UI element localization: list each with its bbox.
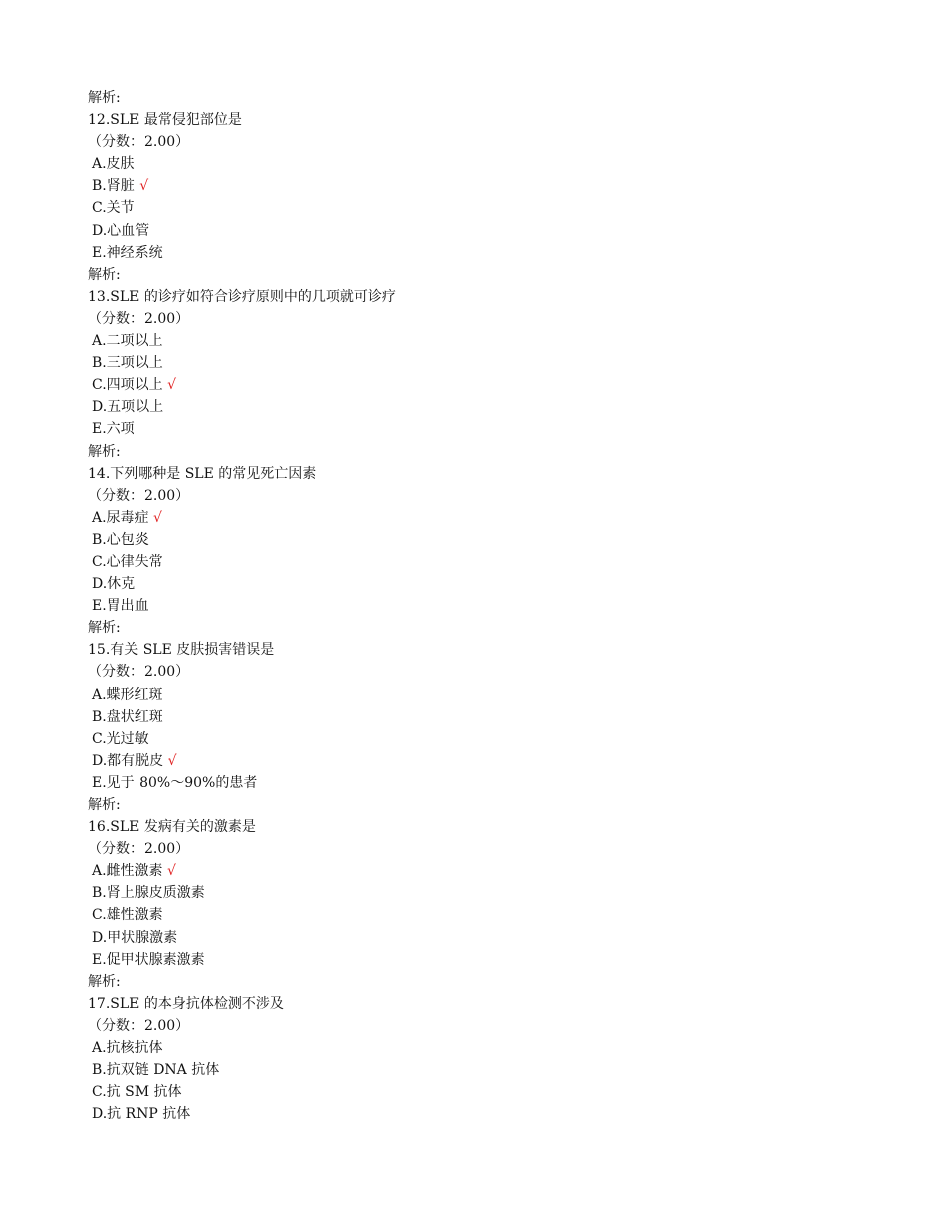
option-text: C.雄性激素 — [92, 907, 163, 924]
answer-option — [88, 728, 868, 750]
option-text: C.心律失常 — [92, 553, 163, 570]
question-stem: 15.有关 SLE 皮肤损害错误是 — [88, 642, 275, 659]
question-stem: 14.下列哪种是 SLE 的常见死亡因素 — [88, 465, 317, 482]
question-block — [88, 993, 868, 1126]
option-text: A.抗核抗体 — [92, 1040, 163, 1057]
option-text: D.都有脱皮 — [92, 752, 164, 769]
answer-option — [88, 1103, 868, 1125]
option-text: B.盘状红斑 — [92, 708, 163, 725]
question-score: （分数：2.00） — [88, 841, 190, 858]
correct-check-icon: √ — [153, 509, 162, 526]
answer-option — [88, 396, 868, 418]
answer-option — [88, 1037, 868, 1059]
exam-document — [88, 87, 868, 1125]
correct-check-icon: √ — [167, 752, 177, 769]
option-text: E.见于 80%～90%的患者 — [92, 774, 258, 791]
option-text: E.促甲状腺素激素 — [92, 951, 205, 968]
option-text: C.关节 — [92, 200, 135, 217]
question-block — [88, 463, 868, 640]
analysis-label: 解析: — [88, 443, 121, 460]
option-text: D.抗 RNP 抗体 — [92, 1106, 191, 1123]
answer-option — [88, 220, 868, 242]
question-stem: 12.SLE 最常侵犯部位是 — [88, 112, 242, 129]
question-stem: 16.SLE 发病有关的激素是 — [88, 819, 256, 836]
question-block — [88, 639, 868, 816]
option-text: E.六项 — [92, 421, 135, 438]
option-text: D.五项以上 — [92, 399, 164, 416]
question-block — [88, 286, 868, 463]
question-stem: 17.SLE 的本身抗体检测不涉及 — [88, 995, 284, 1012]
correct-check-icon: √ — [167, 377, 177, 394]
option-text: E.胃出血 — [92, 598, 149, 615]
analysis-label: 解析: — [88, 620, 121, 637]
analysis-label: 解析: — [88, 797, 121, 813]
option-text: A.雌性激素 — [92, 863, 163, 880]
answer-option — [88, 772, 868, 794]
answer-option — [88, 1081, 868, 1103]
answer-option — [88, 1059, 868, 1081]
option-text: A.蝶形红斑 — [92, 686, 163, 703]
option-text: B.心包炎 — [92, 531, 149, 548]
option-text: B.肾上腺皮质激素 — [92, 885, 205, 902]
answer-option — [88, 418, 868, 440]
correct-check-icon: √ — [139, 178, 149, 195]
question-score: （分数：2.00） — [88, 1017, 190, 1034]
answer-option — [88, 242, 868, 264]
analysis-label: 解析: — [88, 973, 121, 990]
answer-option — [88, 551, 868, 573]
option-text: B.抗双链 DNA 抗体 — [92, 1062, 220, 1079]
answer-option — [88, 197, 868, 219]
answer-option — [88, 153, 868, 175]
question-block — [88, 109, 868, 286]
question-list — [88, 109, 868, 1125]
answer-option — [88, 595, 868, 617]
option-text: D.心血管 — [92, 222, 150, 239]
answer-option — [88, 507, 868, 529]
question-score: （分数：2.00） — [88, 487, 190, 504]
correct-check-icon: √ — [167, 863, 176, 880]
answer-option — [88, 684, 868, 706]
answer-option — [88, 374, 868, 396]
option-text: C.四项以上 — [92, 377, 163, 394]
option-text: A.二项以上 — [92, 333, 163, 350]
answer-option — [88, 330, 868, 352]
option-text: B.三项以上 — [92, 355, 163, 372]
option-text: D.休克 — [92, 576, 136, 593]
question-stem: 13.SLE 的诊疗如符合诊疗原则中的几项就可诊疗 — [88, 288, 396, 305]
answer-option — [88, 927, 868, 949]
answer-option — [88, 882, 868, 904]
answer-option — [88, 949, 868, 971]
option-text: C.光过敏 — [92, 730, 149, 747]
analysis-label: 解析: — [88, 266, 121, 283]
answer-option — [88, 860, 868, 882]
analysis-label: 解析: — [88, 90, 121, 106]
answer-option — [88, 904, 868, 926]
answer-option — [88, 706, 868, 728]
question-score: （分数：2.00） — [88, 310, 190, 327]
option-text: E.神经系统 — [92, 244, 163, 261]
answer-option — [88, 352, 868, 374]
option-text: C.抗 SM 抗体 — [92, 1084, 182, 1101]
option-text: A.皮肤 — [92, 156, 135, 173]
answer-option — [88, 175, 868, 197]
answer-option — [88, 573, 868, 595]
option-text: A.尿毒症 — [92, 509, 149, 526]
question-score: （分数：2.00） — [88, 664, 190, 681]
question-block — [88, 816, 868, 993]
question-score: （分数：2.00） — [88, 134, 190, 151]
option-text: B.肾脏 — [92, 178, 135, 195]
answer-option — [88, 529, 868, 551]
option-text: D.甲状腺激素 — [92, 929, 178, 946]
answer-option — [88, 750, 868, 772]
